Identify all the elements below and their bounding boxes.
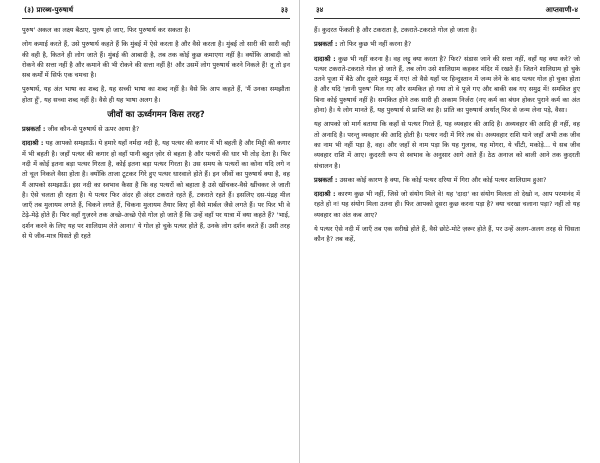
right-answer-2 [314,189,580,220]
answer-text: कारण कुछ भी नहीं, जिसे जो संयोग मिले वे! यह 'दादा' का संयोग मिलता तो देखो न, आप परमानंद में रहते हो न! यह संयोग मिला उतना ही। फिर आपको दूसरा कुछ करना पड़ा है? क्या चरखा चलाना पड़ा? नहीं तो यह व्यवहार का अंत कब आए? [314,190,580,219]
right-question-1 [314,39,580,49]
right-page-number: ३४ [316,6,324,14]
questioner-label: प्रश्नकर्ता : [314,175,338,184]
dadashri-label: दादाश्री : [22,139,44,148]
left-paragraph-1: पुरुष' अकल का लक्ष्य बैठाए, पुरुष हो जाए, फिर पुरुषार्थ कर सकता है। [22,26,191,34]
answer-text: कुछ भी नहीं करना है। वह लट्टू क्या करता है? फिर? संडास जाने की सत्ता नहीं, वहाँ यह क्या करे? जो पत्थर टकराते-टकराते गोल हो जाते हैं, तब लोग उसे शालिग्राम कहकर मंदिर में रखते हैं। जितने शालिग्राम हो चुके उतने पूजा में बैठे और दूसरे समुद्र में गए! तो वैसे यहाँ पर हिन्दुस्तान में जन्म लेने के बाद पत्थर गोल हो चुका होता है और यदि 'ज्ञानी पुरुष' मिल गए और समकित हो गया तो वे पूजे गए और बाकी सब गए समुद्र में! समकित हुए बिना कोई पुरुषार्थ नहीं है। समकित होने तक सारी ही अकाम निर्जरा (नए कर्म का बंधन होकर पुराने कर्म का अंत होना) है। ये लोग मानते हैं, यह पुरुषार्थ से प्राप्ति का है। प्रांति का पुरुषार्थ अर्थात् फिर से जन्म लेना पड़े, वैसा। [314,54,580,115]
right-book-title: आप्तवाणी-४ [545,6,578,14]
question-text: तो फिर कुछ भी नहीं करना है? [339,40,412,49]
left-page-header [22,6,290,19]
left-paragraph-2: लोग कमाई करते हैं, उसे पुरुषार्थ कहते हैं कि मुंबई में ऐसे करता है और वैसे करता है। मुंबई तो सारी की सारी वही की वही है, कितने ही लोग जाते हैं। मुंबई की आबादी है, तब तक कोई कुछ कमाएगा नहीं है। क्योंकि आबादी को रोकने की सत्ता नहीं है और कमाने की भी रोकने की सत्ता नहीं है! और उसमें लोग पुरुषार्थ करने निकले हैं! तू तो इन सब कर्मों में सिर्फ एक चमचा है। [22,40,290,80]
question-text: उसका कोई कारण है क्या, कि कोई पत्थर दरिया में गिरा और कोई पत्थर शालिग्राम हुआ? [339,175,547,184]
right-paragraph-2: यह आपको जो मार्ग बताया कि कहाँ से पत्थर गिरते हैं, यह व्यवहार की आदि है। अव्यवहार की आदि ही नहीं, वह तो अनादि है। परन्तु व्यवहार की आदि होती है। पत्थर नदी में गिरे तब से। अव्यवहार राशि याने जहाँ अभी तक जीव का नाम भी नहीं पड़ा है, वह। और जहाँ से नाम पड़ा कि यह गुलाब, यह मोगरा, ये चींटी, मकोड़े... ये सब जीव व्यवहार राशि में आए। कुदरती रूप से स्वभाव के अनुसार आगे आते हैं। ठेठ अनाज को बाली आने तक कुदरती संचालन है। [314,120,580,170]
right-page-header [314,6,580,19]
questioner-label: प्रश्नकर्ता : [22,125,46,134]
dadashri-label: दादाश्री : [314,54,336,63]
right-paragraph-3: ये पत्थर ऐसे नदी में जाएँ तब एक सरीखे होते हैं, वैसे छोटे-मोटे ज़रूर होते हैं, पर उन्हें अलग-अलग तरह से धिसता कौन है? तब कहें, [314,225,580,244]
left-question [22,124,290,134]
right-question-2 [314,175,580,185]
right-page [300,0,600,463]
section-heading: जीवों का ऊर्ध्वगमन किस तरह? [107,110,205,121]
left-paragraph-3: पुरुषार्थ, यह अंत भाषा का शब्द है, यह सच्ची भाषा का शब्द नहीं है। वैसे कि आप कहते हैं, 'मैं उनका समझौता होता हूँ', यह सच्चा शब्द नहीं है। वैसे ही यह भाषा अलग है। [22,85,290,104]
question-text: जीव कौन-से पुरुषार्थ से ऊपर आया है? [47,125,140,134]
left-answer [22,138,290,241]
right-paragraph-1: हैं। कुदरत फेंकती है और टकराता है, टकराते-टकराते गोल हो जाता है। [314,26,477,34]
questioner-label: प्रश्नकर्ता : [314,40,338,49]
left-page-number: ३३ [280,6,288,14]
left-chapter-title: (३) प्रारब्ध-पुरुषार्थ [24,6,74,14]
right-answer-1 [314,54,580,116]
dadashri-label: दादाश्री : [314,190,336,199]
answer-text: यह आपको समझाऊँ। ये हमारे यहाँ नर्मदा नदी है, यह पत्थर की कगार में भी बहती है और मिट्टी की कगार में भी बहती है। जहाँ पत्थर की कगार हो वहाँ पानी बहुत ज़ोर से बहता है और पत्थरों की धार भी तोड़ देता है। फिर नदी में कोई इतना बड़ा पत्थर गिरता है, कोई इतना बड़ा पत्थर गिरता है। उस समय के पत्थरों का कोना यदि लगे न तो चूल निकले वैसा होता है। क्योंकि ताजा टूटकर गिरे हुए पत्थर धारवाले होते हैं। इन जीवों का पुरुषार्थ क्या है, वह मैं आपको समझाऊँ। इस नदी का स्वभाव कैसा है कि वह पत्थरों को बहाता है उसे खींचकर-वैसे खींचकर ले जाती है। ऐसे चलता ही रहता है। ये पत्थर फिर अंदर ही अंदर टकराते रहते हैं, टकराते रहते हैं। इसलिए दस-पंद्रह मील जाएँ तब मुलायम लगते हैं, चिकने लगते हैं, चिकना मुलायम तैयार किए हों वैसे मार्बल जैसे लगते हैं। पर फिर भी वे टेढ़े-मेढ़े होते हैं। फिर वहाँ गुज़रने तक अच्छे-अच्छे ऐसे गोल हो जाते हैं कि उन्हें वहाँ पर यात्रा में क्या कहते हैं? 'भाई, दर्शन करने के लिए यह पर शालिग्राम लेते आना।' ये गोल हो चुके पत्थर होते हैं, उनके लोग दर्शन करते हैं। उसी तरह से ये जीव-मात्र घिसते ही रहते [22,139,290,241]
